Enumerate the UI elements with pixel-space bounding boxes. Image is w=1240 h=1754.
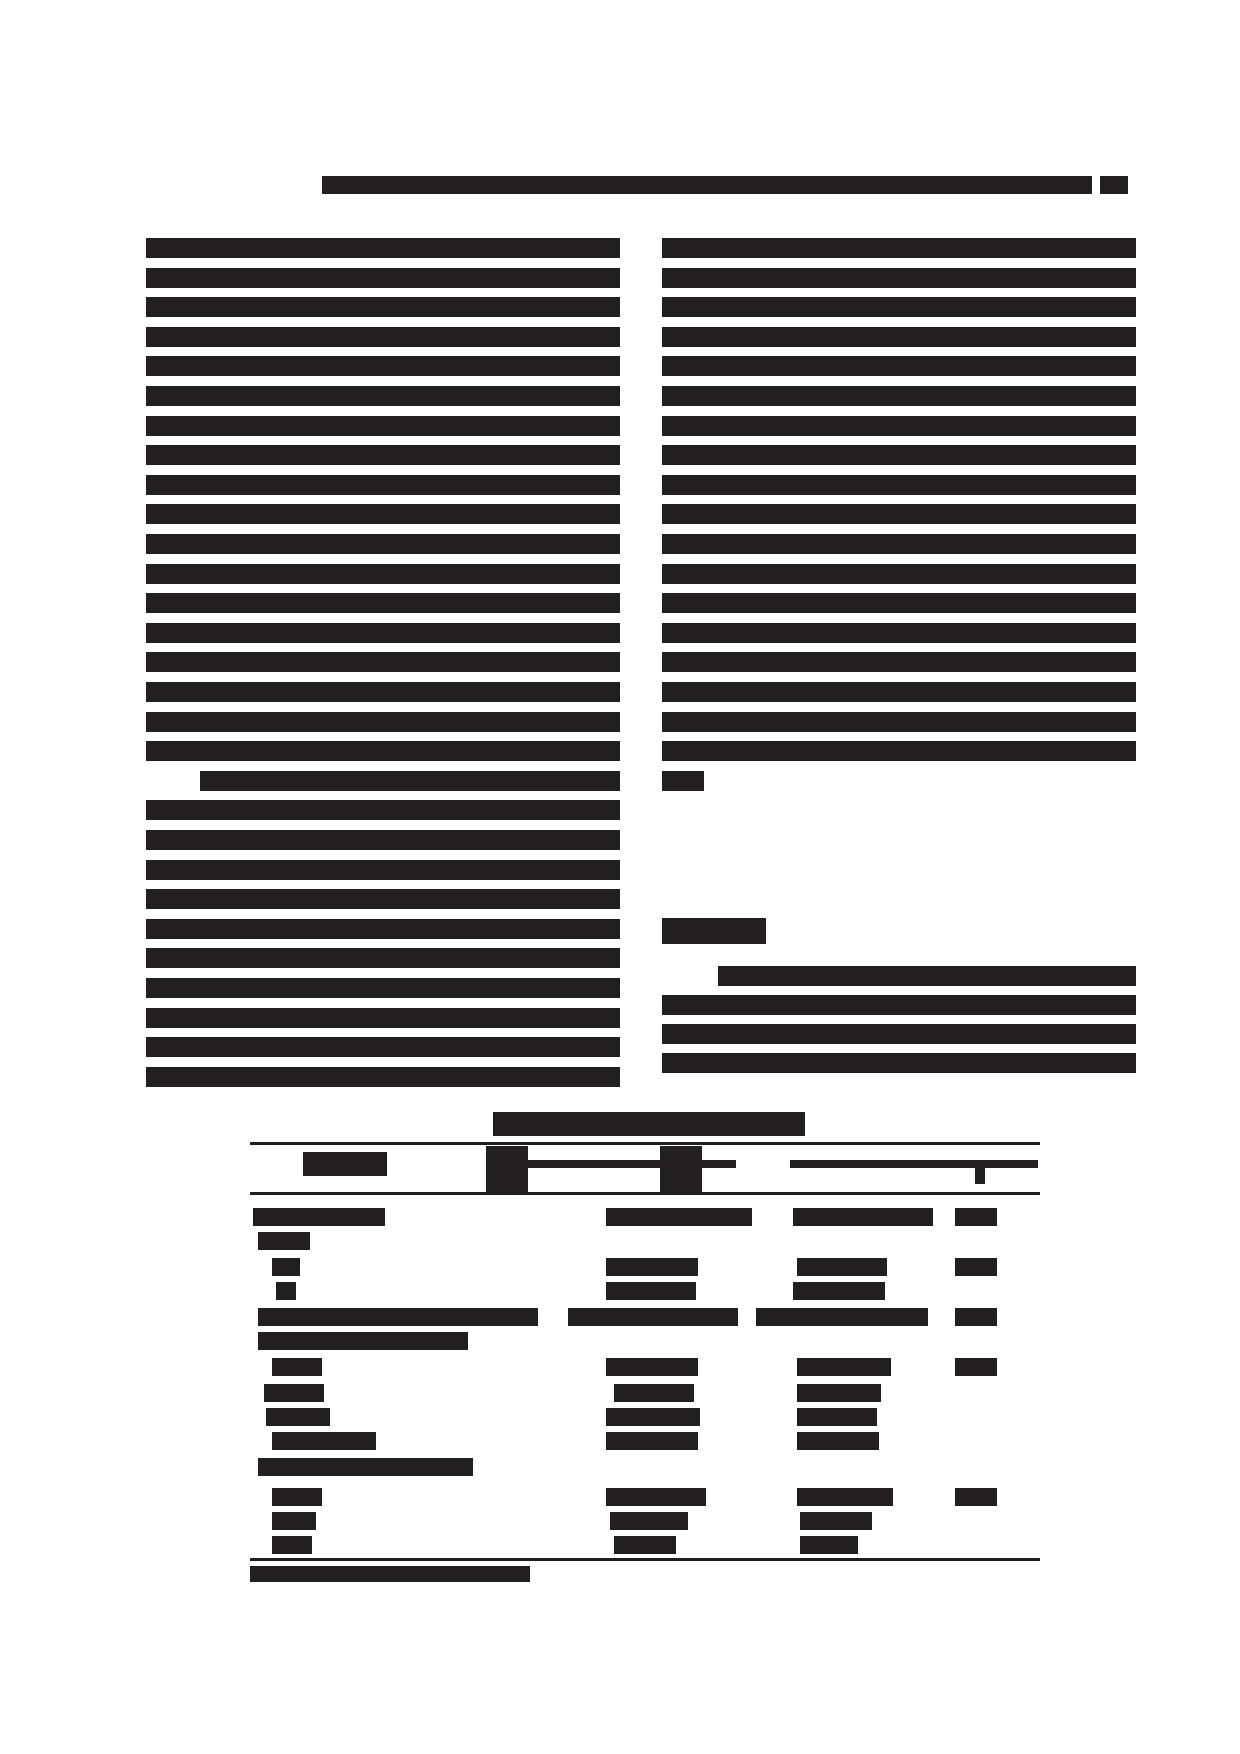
page-number-redacted	[1100, 176, 1128, 194]
left-column-line	[146, 741, 620, 761]
left-column-line	[146, 238, 620, 258]
left-column-line	[146, 534, 620, 554]
section-heading-redacted	[662, 918, 766, 944]
right-column-line	[662, 741, 1136, 761]
right-column-line	[662, 416, 1136, 436]
table-cell-redacted	[606, 1488, 706, 1506]
left-column-line	[146, 652, 620, 672]
table-cell-redacted	[756, 1308, 928, 1326]
right-column-line	[662, 534, 1136, 554]
right-column-line	[662, 504, 1136, 524]
table-cell-redacted	[606, 1432, 698, 1450]
left-column-line	[146, 978, 620, 998]
table-cell-redacted	[253, 1208, 385, 1226]
table-cell-redacted	[272, 1536, 312, 1554]
table-header-col3	[660, 1146, 702, 1192]
table-cell-redacted	[955, 1258, 997, 1276]
right-column-line	[662, 327, 1136, 347]
table-cell-redacted	[606, 1408, 700, 1426]
table-header-rule	[250, 1192, 1040, 1195]
table-cell-redacted	[606, 1258, 698, 1276]
left-column-line	[146, 712, 620, 732]
left-column-line	[146, 297, 620, 317]
table-cell-redacted	[276, 1282, 296, 1300]
left-column-line	[146, 682, 620, 702]
left-column-line	[146, 1067, 620, 1087]
table-cell-redacted	[955, 1308, 997, 1326]
table-cell-redacted	[793, 1282, 885, 1300]
table-cell-redacted	[272, 1512, 316, 1530]
table-footnote-redacted	[250, 1566, 530, 1582]
table-cell-redacted	[800, 1512, 872, 1530]
left-column-line	[146, 948, 620, 968]
table-header-variable	[303, 1152, 387, 1176]
table-cell-redacted	[797, 1488, 893, 1506]
right-column-line	[662, 995, 1136, 1015]
table-cell-redacted	[606, 1282, 696, 1300]
left-column-line	[146, 860, 620, 880]
right-column-line	[662, 475, 1136, 495]
left-column-line	[146, 475, 620, 495]
left-column-line	[146, 386, 620, 406]
table-cell-redacted	[272, 1488, 322, 1506]
table-header-p	[975, 1160, 985, 1184]
table-cell-redacted	[610, 1512, 688, 1530]
right-column-line	[662, 652, 1136, 672]
right-column-line	[662, 564, 1136, 584]
table-cell-redacted	[266, 1408, 330, 1426]
table-cell-redacted	[272, 1258, 300, 1276]
table-cell-redacted	[606, 1208, 752, 1226]
left-column-line	[146, 327, 620, 347]
left-column-line	[146, 445, 620, 465]
left-column-line	[146, 800, 620, 820]
right-column-line	[662, 593, 1136, 613]
right-column-line	[718, 966, 1136, 986]
x	[713, 1160, 714, 1161]
table-cell-redacted	[606, 1358, 698, 1376]
table-cell-redacted	[568, 1308, 738, 1326]
right-column-line	[662, 297, 1136, 317]
table-caption-redacted	[493, 1112, 805, 1136]
right-column-line	[662, 682, 1136, 702]
left-column-line	[200, 771, 620, 791]
right-column-line	[662, 1053, 1136, 1073]
table-cell-redacted	[614, 1536, 676, 1554]
right-column-line	[662, 238, 1136, 258]
right-column-line	[662, 268, 1136, 288]
left-column-line	[146, 356, 620, 376]
table-cell-redacted	[797, 1358, 891, 1376]
table-cell-redacted	[800, 1536, 858, 1554]
table-cell-redacted	[258, 1308, 538, 1326]
left-column-line	[146, 564, 620, 584]
left-column-line	[146, 889, 620, 909]
left-column-line	[146, 1037, 620, 1057]
left-column-line	[146, 1008, 620, 1028]
table-cell-redacted	[955, 1358, 997, 1376]
table-cell-redacted	[258, 1332, 468, 1350]
table-cell-redacted	[614, 1384, 694, 1402]
table-cell-redacted	[955, 1208, 997, 1226]
left-column-line	[146, 268, 620, 288]
table-cell-redacted	[258, 1458, 473, 1476]
table-cell-redacted	[258, 1232, 310, 1250]
table-header-spanner-line	[790, 1160, 1038, 1168]
left-column-line	[146, 623, 620, 643]
right-column-line	[662, 445, 1136, 465]
right-column-line	[662, 1024, 1136, 1044]
right-column-line	[662, 356, 1136, 376]
left-column-line	[146, 416, 620, 436]
right-column-line	[662, 712, 1136, 732]
left-column-line	[146, 593, 620, 613]
left-column-line	[146, 830, 620, 850]
table-cell-redacted	[272, 1432, 376, 1450]
left-column-line	[146, 919, 620, 939]
table-header-col2	[486, 1146, 528, 1192]
table-cell-redacted	[264, 1384, 324, 1402]
left-column-line	[146, 504, 620, 524]
right-column-line	[662, 386, 1136, 406]
table-cell-redacted	[797, 1384, 881, 1402]
table-top-rule	[250, 1142, 1040, 1145]
right-column-line	[662, 623, 1136, 643]
table-bottom-rule	[250, 1558, 1040, 1561]
table-cell-redacted	[955, 1488, 997, 1506]
table-cell-redacted	[797, 1258, 887, 1276]
table-cell-redacted	[272, 1358, 322, 1376]
table-cell-redacted	[797, 1432, 879, 1450]
running-header-redacted	[322, 176, 1092, 194]
right-column-line	[662, 771, 704, 791]
table-cell-redacted	[797, 1408, 877, 1426]
table-cell-redacted	[793, 1208, 933, 1226]
